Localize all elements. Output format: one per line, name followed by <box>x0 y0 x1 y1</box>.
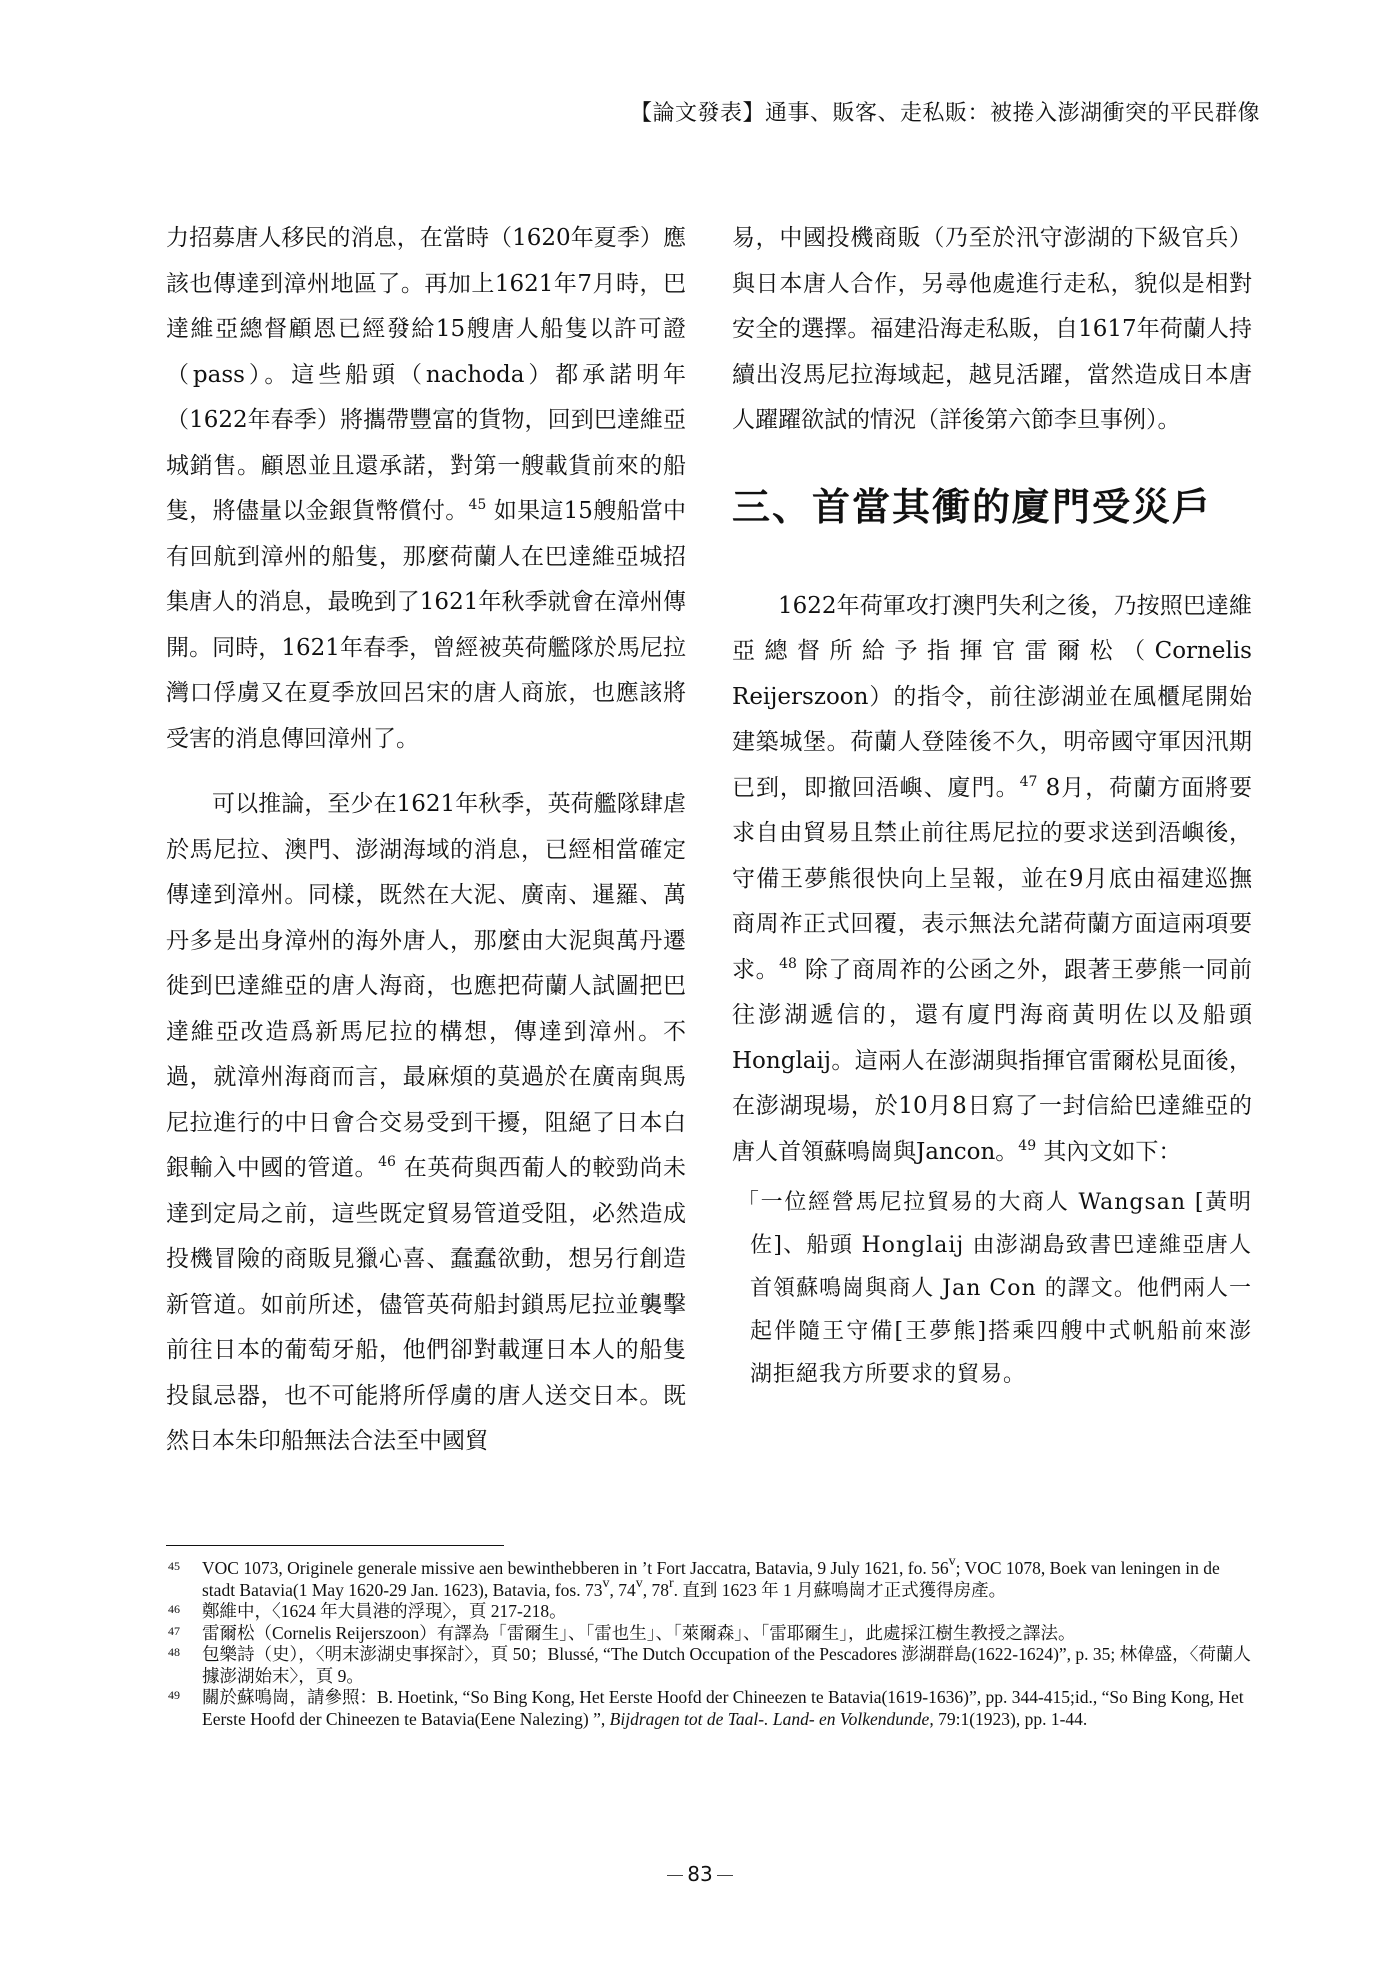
page-number <box>0 1862 1400 1886</box>
footnotes <box>166 1554 1256 1730</box>
paragraph-text: 其內文如下： <box>1036 1138 1182 1165</box>
left-column <box>166 216 686 1465</box>
paragraph <box>166 782 686 1465</box>
footnote-number: 48 <box>168 1645 180 1659</box>
footnote-text: . 直到 1623 年 1 月蘇鳴崗才正式獲得房產。 <box>673 1579 1007 1600</box>
folio-mark: v <box>602 1575 610 1591</box>
footnote-ref[interactable]: 47 <box>1019 773 1038 790</box>
footnote-text: VOC 1073, Originele generale missive aen bewinthebberen in ’t Fort Jaccatra, Batavia, 9 July 1621, fo. 56 <box>202 1558 949 1578</box>
footnote-text: 雷爾松（Cornelis Reijerszoon）有譯為「雷爾生」、「雷也生」、「萊爾森」、「雷耶爾生」，此處採江樹生教授之譯法。 <box>202 1622 1076 1643</box>
section-heading: 三、首當其衝的廈門受災戶 <box>732 483 1213 529</box>
footnote-number: 46 <box>168 1602 180 1616</box>
footnote-number: 47 <box>168 1623 180 1638</box>
folio-mark: r <box>668 1575 674 1591</box>
page-number-value: 83 <box>687 1862 713 1886</box>
paragraph <box>166 216 686 762</box>
footnote-ref[interactable]: 48 <box>779 955 797 972</box>
paragraph: 易，中國投機商販（乃至於汛守澎湖的下級官兵）與日本唐人合作，另尋他處進行走私，貌似是相對安全的選擇。福建沿海走私販，自1617年荷蘭人持續出沒馬尼拉海域起，越見活躍，當然造成日本唐人躍躍欲試的情況（詳後第六節李旦事例）。 <box>732 225 1252 433</box>
paragraph-text: 在英荷與西葡人的較勁尚未達到定局之前，這些既定貿易管道受阻，必然造成投機冒險的商販見獵心喜、蠢蠢欲動，想另行創造新管道。如前所述，儘管英荷船封鎖馬尼拉並襲擊前往日本的葡萄牙船，他們卻對載運日本人的船隻投鼠忌器，也不可能將所俘虜的唐人送交日本。既然日本朱印船無法合法至中國貿 <box>166 1155 687 1454</box>
paragraph <box>732 584 1252 1176</box>
footnote-number: 49 <box>168 1688 180 1702</box>
footnote-48 <box>166 1644 1256 1687</box>
footnote-ref[interactable]: 49 <box>1018 1137 1037 1154</box>
folio-mark: v <box>635 1575 643 1591</box>
footnote-text: 關於蘇鳴崗，請參照：B. Hoetink, “So Bing Kong, Het Eerste Hoofd der Chineezen te Batavia(1619-1636)”, pp. 344-415;id., “So Bing Kong, Het Eerste Hoofd der Chineezen te Batavia(Eene Nalezing) ”, <box>202 1687 1244 1729</box>
footnote-text: ; VOC 1078, Boek van leningen in de stadt Batavia(1 May 1620-29 Jan. 1623), Batavia, fos. 73 <box>202 1558 1220 1600</box>
paragraph-text: 可以推論，至少在1621年秋季，英荷艦隊肆虐於馬尼拉、澳門、澎湖海域的消息，已經相當確定傳達到漳州。同樣，既然在大泥、廣南、暹羅、萬丹多是出身漳州的海外唐人，那麼由大泥與萬丹遷徙到巴達維亞的唐人海商，也應把荷蘭人試圖把巴達維亞改造爲新馬尼拉的構想，傳達到漳州。不過，就漳州海商而言，最麻煩的莫過於在廣南與馬尼拉進行的中日會合交易受到干擾，阻絕了日本白銀輸入中國的管道。 <box>166 791 686 1181</box>
folio-mark: v <box>948 1554 956 1569</box>
footnote-45 <box>166 1554 1256 1601</box>
paragraph-text: 除了商周祚的公函之外，跟著王夢熊一同前往澎湖遞信的，還有廈門海商黃明佐以及船頭Honglaij。這兩人在澎湖與指揮官雷爾松見面後，在澎湖現場，於10月8日寫了一封信給巴達維亞的唐人首領蘇鳴崗與Jancon。 <box>732 956 1253 1165</box>
footnote-text: , 74 <box>609 1579 636 1600</box>
dash-decoration <box>717 1875 733 1876</box>
paragraph-text: 如果這15艘船當中有回航到漳州的船隻，那麼荷蘭人在巴達維亞城招集唐人的消息，最晚到了1621年秋季就會在漳州傳開。同時，1621年春季，曾經被英荷艦隊於馬尼拉灣口俘虜又在夏季放回呂宋的唐人商旅，也應該將受害的消息傳回漳州了。 <box>166 498 687 752</box>
footnote-text: 鄭維中，〈1624 年大員港的浮現〉，頁 217-218。 <box>202 1601 567 1621</box>
footnote-text: 79:1(1923), pp. 1-44. <box>933 1708 1088 1729</box>
dash-decoration <box>667 1875 683 1876</box>
paragraph-text: 8月，荷蘭方面將要求自由貿易且禁止前往馬尼拉的要求送到浯嶼後，守備王夢熊很快向上呈報，並在9月底由福建巡撫商周祚正式回覆，表示無法允諾荷蘭方面這兩項要求。 <box>732 774 1253 983</box>
right-column <box>732 216 1252 1396</box>
footnote-text: 包樂詩（史），〈明末澎湖史事探討〉，頁 50；Blussé, “The Dutch Occupation of the Pescadores 澎湖群島(1622-1624)”, p. 35; 林偉盛，〈荷蘭人據澎湖始末〉，頁 9。 <box>202 1644 1251 1686</box>
footnote-ref[interactable]: 45 <box>468 497 487 513</box>
block-quote: 「一位經營馬尼拉貿易的大商人 Wangsan [黃明佐]、船頭 Honglaij 由澎湖島致書巴達維亞唐人首領蘇鳴崗與商人 Jan Con 的譯文。他們兩人一起伴隨王守備[王夢熊]搭乘四艘中式帆船前來澎湖拒絕我方所要求的貿易。 <box>736 1190 1252 1387</box>
footnote-46 <box>166 1601 1256 1623</box>
journal-title: Bijdragen tot de Taal-. Land- en Volkendunde, <box>609 1708 934 1729</box>
footnote-number: 45 <box>168 1559 180 1573</box>
footnote-49 <box>166 1687 1256 1730</box>
footnote-text: , 78 <box>642 1579 669 1600</box>
paragraph-text: 力招募唐人移民的消息，在當時（1620年夏季）應該也傳達到漳州地區了。再加上1621年7月時，巴達維亞總督顧恩已經發給15艘唐人船隻以許可證（pass）。這些船頭（nachoda）都承諾明年（1622年春季）將攜帶豐富的貨物，回到巴達維亞城銷售。顧恩並且還承諾，對第一艘載貨前來的船隻，將儘量以金銀貨幣償付。 <box>166 225 686 524</box>
running-header: 【論文發表】通事、販客、走私販：被捲入澎湖衝突的平民群像 <box>629 101 1260 126</box>
footnote-47 <box>166 1623 1256 1645</box>
footnote-divider <box>166 1545 504 1546</box>
paragraph-text: 1622年荷軍攻打澳門失利之後，乃按照巴達維亞總督所給予指揮官雷爾松（Cornelis Reijerszoon）的指令，前往澎湖並在風櫃尾開始建築城堡。荷蘭人登陸後不久，明帝國守軍因汛期已到，即撤回浯嶼、廈門。 <box>732 592 1252 801</box>
footnote-ref[interactable]: 46 <box>378 1154 396 1170</box>
